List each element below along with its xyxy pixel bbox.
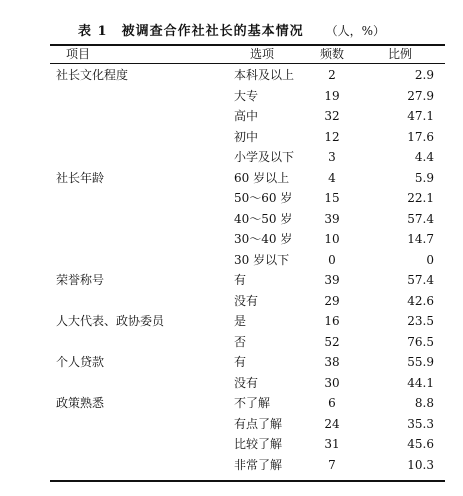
cell-ratio: 45.6 (407, 437, 434, 451)
cell-frequency: 19 (324, 88, 340, 103)
table-row (50, 332, 445, 353)
table-unit: （人，%） (325, 24, 385, 38)
table-row (50, 393, 445, 414)
cell-option: 不了解 (234, 396, 271, 410)
cell-item: 个人贷款 (56, 355, 105, 369)
cell-item: 政策熟悉 (56, 396, 105, 410)
table-row (50, 229, 445, 250)
cell-frequency: 6 (328, 396, 336, 410)
cell-option: 30～40 岁 (234, 232, 293, 246)
cell-frequency: 52 (324, 334, 340, 349)
cell-frequency: 4 (328, 170, 336, 185)
cell-option: 否 (234, 334, 247, 349)
cell-frequency: 39 (324, 273, 340, 287)
cell-option: 大专 (234, 88, 259, 103)
header-option: 选项 (250, 47, 275, 61)
cell-frequency: 15 (324, 191, 340, 205)
table-caption (0, 20, 463, 39)
cell-frequency: 32 (324, 109, 340, 123)
cell-frequency: 3 (328, 150, 336, 164)
cell-ratio: 17.6 (407, 129, 434, 144)
cell-ratio: 57.4 (407, 211, 434, 226)
cell-option: 非常了解 (234, 457, 283, 472)
table-row (50, 270, 445, 291)
cell-ratio: 23.5 (407, 314, 434, 328)
table-row (50, 127, 445, 148)
cell-option: 50～60 岁 (234, 191, 293, 205)
cell-option: 有 (234, 273, 247, 287)
table-header-row (50, 44, 445, 65)
cell-ratio: 42.6 (407, 293, 434, 308)
cell-option: 本科及以上 (234, 68, 295, 82)
table-row (50, 373, 445, 394)
cell-ratio: 35.3 (407, 416, 434, 431)
table-bottom-rule (50, 480, 445, 482)
table-row (50, 168, 445, 189)
cell-frequency: 30 (324, 375, 340, 390)
table-row (50, 147, 445, 168)
cell-frequency: 0 (328, 252, 336, 267)
cell-frequency: 10 (324, 232, 340, 246)
cell-ratio: 27.9 (407, 88, 434, 103)
table-row (50, 311, 445, 332)
cell-option: 比较了解 (234, 437, 283, 451)
table-row (50, 434, 445, 455)
table-row (50, 455, 445, 476)
cell-ratio: 22.1 (407, 191, 434, 205)
table-row (50, 209, 445, 230)
cell-option: 小学及以下 (234, 150, 295, 164)
cell-ratio: 44.1 (407, 375, 434, 390)
cell-option: 没有 (234, 293, 259, 308)
cell-frequency: 38 (324, 355, 340, 369)
cell-ratio: 4.4 (414, 150, 434, 164)
table-title: 被调查合作社社长的基本情况 (121, 24, 304, 39)
cell-option: 初中 (234, 129, 259, 144)
cell-ratio: 5.9 (414, 170, 434, 185)
cell-frequency: 29 (324, 293, 340, 308)
table-row (50, 86, 445, 107)
cell-ratio: 0 (426, 252, 434, 267)
cell-option: 40～50 岁 (234, 211, 293, 226)
cell-ratio: 2.9 (414, 68, 434, 82)
cell-option: 是 (234, 314, 247, 328)
table-row (50, 188, 445, 209)
cell-ratio: 8.8 (414, 396, 434, 410)
header-frequency: 频数 (319, 47, 344, 61)
table-row (50, 106, 445, 127)
cell-option: 高中 (234, 109, 259, 123)
table-row (50, 250, 445, 271)
table-header-rule (50, 63, 445, 64)
cell-option: 有点了解 (234, 416, 283, 431)
cell-frequency: 7 (328, 457, 336, 472)
cell-option: 没有 (234, 375, 259, 390)
cell-ratio: 47.1 (407, 109, 434, 123)
cell-ratio: 10.3 (407, 457, 434, 472)
table-row (50, 414, 445, 435)
table-row (50, 65, 445, 86)
cell-item: 荣誉称号 (56, 273, 105, 287)
cell-frequency: 2 (328, 68, 336, 82)
cell-item: 社长年龄 (56, 170, 105, 185)
cell-frequency: 39 (324, 211, 340, 226)
table-row (50, 352, 445, 373)
cell-option: 有 (234, 355, 247, 369)
table-row (50, 291, 445, 312)
cell-frequency: 16 (324, 314, 340, 328)
cell-frequency: 31 (324, 437, 340, 451)
header-ratio: 比例 (388, 47, 413, 61)
cell-option: 30 岁以下 (234, 252, 290, 267)
cell-frequency: 12 (324, 129, 340, 144)
table-number: 表 1 (78, 24, 108, 39)
cell-item: 人大代表、政协委员 (56, 314, 165, 328)
cell-ratio: 14.7 (407, 232, 434, 246)
cell-ratio: 76.5 (407, 334, 434, 349)
cell-frequency: 24 (324, 416, 340, 431)
cell-option: 60 岁以上 (234, 170, 290, 185)
cell-ratio: 55.9 (407, 355, 434, 369)
cell-item: 社长文化程度 (56, 68, 129, 82)
header-item: 项目 (66, 47, 91, 61)
cell-ratio: 57.4 (407, 273, 434, 287)
